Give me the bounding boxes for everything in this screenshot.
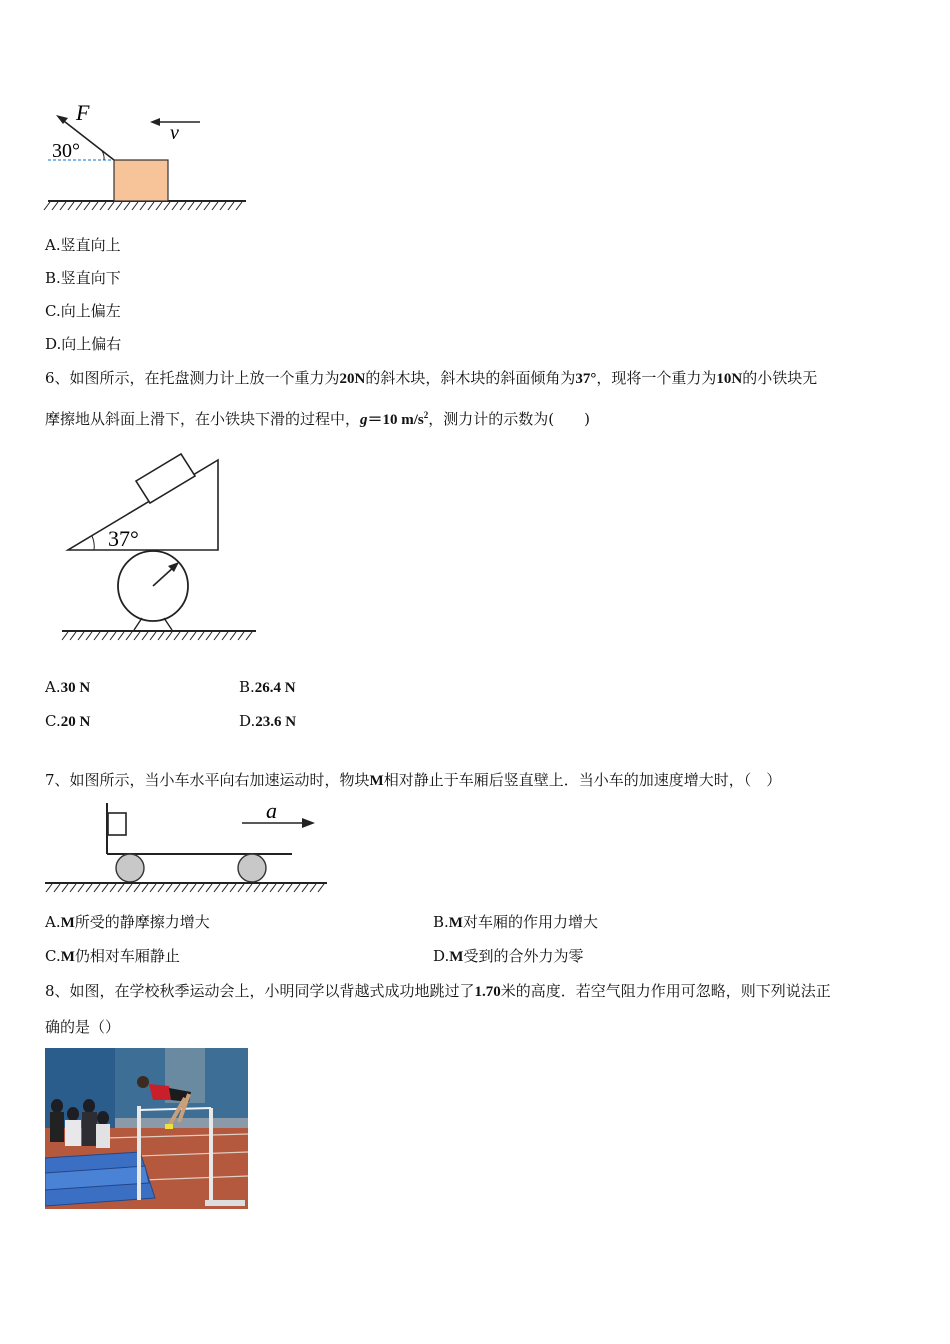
q7-option-d: D.M受到的合外力为零 bbox=[433, 947, 584, 965]
acceleration-label: a bbox=[266, 798, 277, 823]
wheel-left bbox=[116, 854, 144, 882]
angle-label: 30° bbox=[52, 140, 80, 162]
q6-option-b: B.26.4 N bbox=[239, 678, 296, 696]
high-jump-photo bbox=[45, 1048, 248, 1209]
q5-option-d: D.向上偏右 bbox=[45, 335, 122, 353]
force-block-figure bbox=[40, 95, 255, 215]
q5-option-b: B.竖直向下 bbox=[45, 269, 121, 287]
block-m bbox=[108, 813, 126, 835]
q5-option-c: C.向上偏左 bbox=[45, 302, 121, 320]
q6-option-a: A.30 N bbox=[45, 678, 91, 696]
cart-figure bbox=[40, 795, 335, 900]
q6-option-c: C.20 N bbox=[45, 712, 91, 730]
q6-stem-line1: 6、如图所示，在托盘测力计上放一个重力为20N的斜木块，斜木块的斜面倾角为37°，现将一个重力为10N的小铁块无 bbox=[45, 369, 818, 387]
q7-stem: 7、如图所示，当小车水平向右加速运动时，物块M相对静止于车厢后竖直壁上．当小车的加速度增大时，（ ） bbox=[45, 771, 782, 789]
q6-option-d: D.23.6 N bbox=[239, 712, 297, 730]
q5-option-a: A.竖直向上 bbox=[45, 236, 121, 254]
incline-wedge bbox=[68, 460, 218, 550]
q7-option-c: C.M仍相对车厢静止 bbox=[45, 947, 180, 965]
block bbox=[114, 160, 168, 201]
velocity-label: v bbox=[170, 122, 179, 144]
wheel-right bbox=[238, 854, 266, 882]
q8-stem-line2: 确的是（） bbox=[45, 1018, 121, 1036]
q8-stem-line1: 8、如图，在学校秋季运动会上，小明同学以背越式成功地跳过了1.70米的高度．若空气阻力作用可忽略，则下列说法正 bbox=[45, 982, 831, 1000]
q6-stem-line2: 摩擦地从斜面上滑下，在小铁块下滑的过程中，g＝10 $m/s^2$，测力计的示数为( ) bbox=[45, 410, 590, 428]
q7-option-a: A.M所受的静摩擦力增大 bbox=[45, 913, 210, 931]
incline-scale-figure bbox=[60, 450, 260, 650]
force-label: F bbox=[76, 100, 90, 125]
incline-angle-label: 37° bbox=[108, 526, 139, 551]
q7-option-b: B.M对车厢的作用力增大 bbox=[433, 913, 598, 931]
